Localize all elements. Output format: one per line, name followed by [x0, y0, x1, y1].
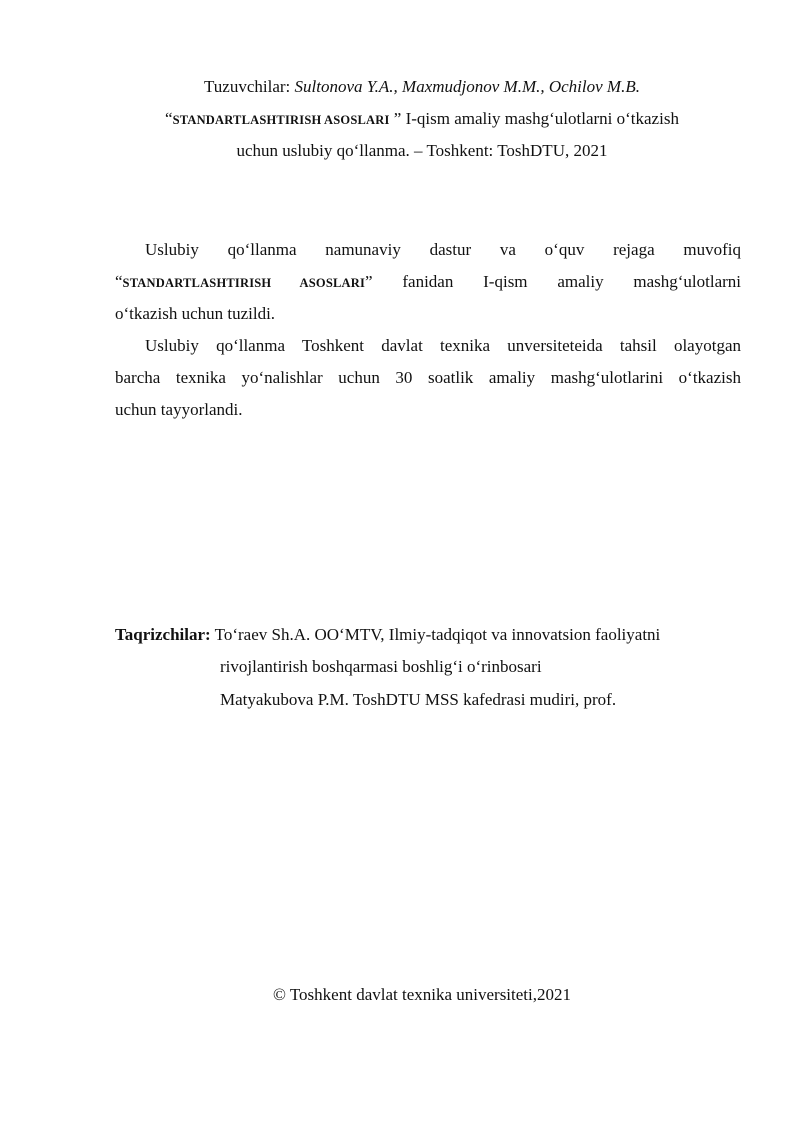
- paragraph-2-line-2: barcha texnika yo‘nalishlar uchun 30 soatlik amaliy mashg‘ulotlarini o‘tkazish: [115, 368, 741, 387]
- paragraph-1-line-2: “STANDARTLASHTIRISH ASOSLARI” fanidan I-qism amaliy mashg‘ulotlarni: [115, 272, 742, 291]
- copyright-notice: © Toshkent davlat texnika universiteti,2021: [273, 985, 571, 1004]
- paragraph-1-line-1: Uslubiy qo‘llanma namunaviy dastur va o‘quv rejaga muvofiq: [145, 240, 741, 259]
- paragraph-2-line-1: Uslubiy qo‘llanma Toshkent davlat texnika unversiteteida tahsil olayotgan: [145, 336, 741, 355]
- authors-line: [0, 77, 800, 97]
- publication-line: [0, 141, 800, 161]
- reviewer-1-text: To‘raev Sh.A. OO‘MTV, Ilmiy-tadqiqot va innovatsion faoliyatni: [210, 625, 661, 644]
- paragraph-2: [115, 330, 741, 426]
- reviewers-label: Taqrizchilar:: [115, 625, 211, 644]
- authors-prefix: Tuzuvchilar:: [204, 77, 295, 96]
- reviewer-1-line-1: [115, 625, 660, 645]
- title-rest: ” I-qism amaliy mashg‘ulotlarni o‘tkazish: [389, 109, 679, 128]
- reviewer-1-line-2: rivojlantirish boshqarmasi boshlig‘i o‘rinbosari: [220, 657, 542, 676]
- publication-info: uchun uslubiy qo‘llanma. – Toshkent: ToshDTU, 2021: [236, 141, 608, 160]
- title-caps: STANDARTLASHTIRISH ASOSLARI: [172, 113, 390, 127]
- paragraph-1: [115, 234, 741, 330]
- title-line: [0, 109, 800, 129]
- title-open-quote: “: [165, 109, 173, 128]
- reviewer-2-line-1: Matyakubova P.M. ToshDTU MSS kafedrasi mudiri, prof.: [220, 690, 617, 709]
- paragraph-1-line-3: o‘tkazish uchun tuzildi.: [115, 304, 276, 323]
- authors-names: Sultonova Y.A., Maxmudjonov M.M., Ochilov M.B.: [294, 77, 640, 96]
- paragraph-2-line-3: uchun tayyorlandi.: [115, 400, 243, 419]
